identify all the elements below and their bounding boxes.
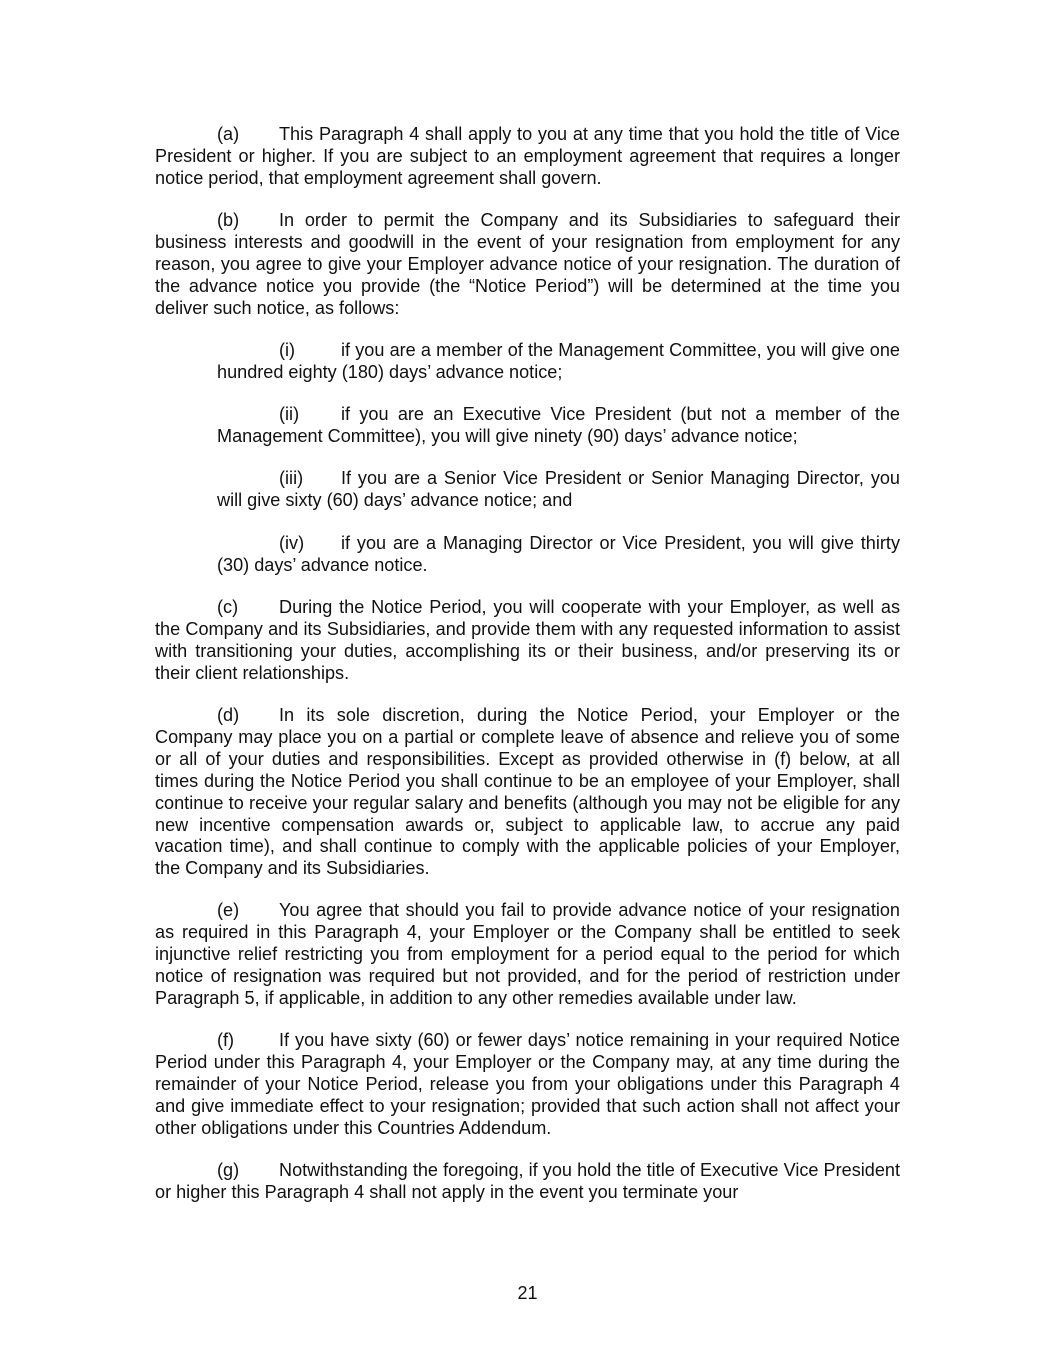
paragraph-text: If you have sixty (60) or fewer days’ notice remaining in your required Notice Period under this Paragraph 4, your Employer or the Company may, at any time during the remainder of your Notice Period, release you from your obligations under this Paragraph 4 and give immediate effect to your resignation; provided that such action shall not affect your other obligations under this Countries Addendum. [155, 1030, 900, 1138]
paragraph-a [155, 124, 900, 190]
paragraph-label: (c) [217, 597, 239, 617]
paragraph-label: (g) [217, 1160, 240, 1180]
paragraph-text: This Paragraph 4 shall apply to you at any time that you hold the title of Vice President or higher. If you are subject to an employment agreement that requires a longer notice period, that employment agreement shall govern. [155, 124, 900, 188]
subparagraph-text: if you are a Managing Director or Vice President, you will give thirty (30) days’ advance notice. [217, 533, 900, 575]
paragraph-text: In order to permit the Company and its Subsidiaries to safeguard their business interests and goodwill in the event of your resignation from employment for any reason, you agree to give your Employer advance notice of your resignation. The duration of the advance notice you provide (the “Notice Period”) will be determined at the time you deliver such notice, as follows: [155, 210, 900, 318]
subparagraph-label: (iii) [279, 468, 304, 488]
subparagraph-label: (ii) [279, 404, 300, 424]
subparagraph-iii [217, 468, 900, 512]
subparagraph-i [217, 340, 900, 384]
paragraph-c [155, 597, 900, 685]
paragraph-text: During the Notice Period, you will cooperate with your Employer, as well as the Company and its Subsidiaries, and provide them with any requested information to assist with transitioning your duties, accomplishing its or their business, and/or preserving its or their client relationships. [155, 597, 900, 683]
paragraph-label: (b) [217, 210, 240, 230]
paragraph-text: You agree that should you fail to provide advance notice of your resignation as required in this Paragraph 4, your Employer or the Company shall be entitled to seek injunctive relief restricting you from employment for a period equal to the period for which notice of resignation was required but not provided, and for the period of restriction under Paragraph 5, if applicable, in addition to any other remedies available under law. [155, 900, 900, 1008]
subparagraph-label: (iv) [279, 533, 305, 553]
paragraph-f [155, 1030, 900, 1140]
paragraph-label: (d) [217, 705, 240, 725]
paragraph-g [155, 1160, 900, 1204]
paragraph-d [155, 705, 900, 880]
subparagraph-text: If you are a Senior Vice President or Senior Managing Director, you will give sixty (60) days’ advance notice; and [217, 468, 900, 510]
paragraph-label: (e) [217, 900, 240, 920]
paragraph-b [155, 210, 900, 320]
paragraph-text: Notwithstanding the foregoing, if you hold the title of Executive Vice President or higher this Paragraph 4 shall not apply in the event you terminate your [155, 1160, 900, 1202]
paragraph-text: In its sole discretion, during the Notice Period, your Employer or the Company may place you on a partial or complete leave of absence and relieve you of some or all of your duties and responsibilities. Except as provided otherwise in (f) below, at all times during the Notice Period you shall continue to be an employee of your Employer, shall continue to receive your regular salary and benefits (although you may not be eligible for any new incentive compensation awards or, subject to applicable law, to accrue any paid vacation time), and shall continue to comply with the applicable policies of your Employer, the Company and its Subsidiaries. [155, 705, 900, 879]
subparagraph-text: if you are a member of the Management Committee, you will give one hundred eighty (180) days’ advance notice; [217, 340, 900, 382]
paragraph-label: (a) [217, 124, 240, 144]
subparagraph-label: (i) [279, 340, 296, 360]
subparagraph-text: if you are an Executive Vice President (but not a member of the Management Committee), you will give ninety (90) days’ advance notice; [217, 404, 900, 446]
subparagraph-ii [217, 404, 900, 448]
page-number: 21 [517, 1283, 538, 1303]
paragraph-label: (f) [217, 1030, 235, 1050]
paragraph-e [155, 900, 900, 1010]
subparagraph-iv [217, 533, 900, 577]
